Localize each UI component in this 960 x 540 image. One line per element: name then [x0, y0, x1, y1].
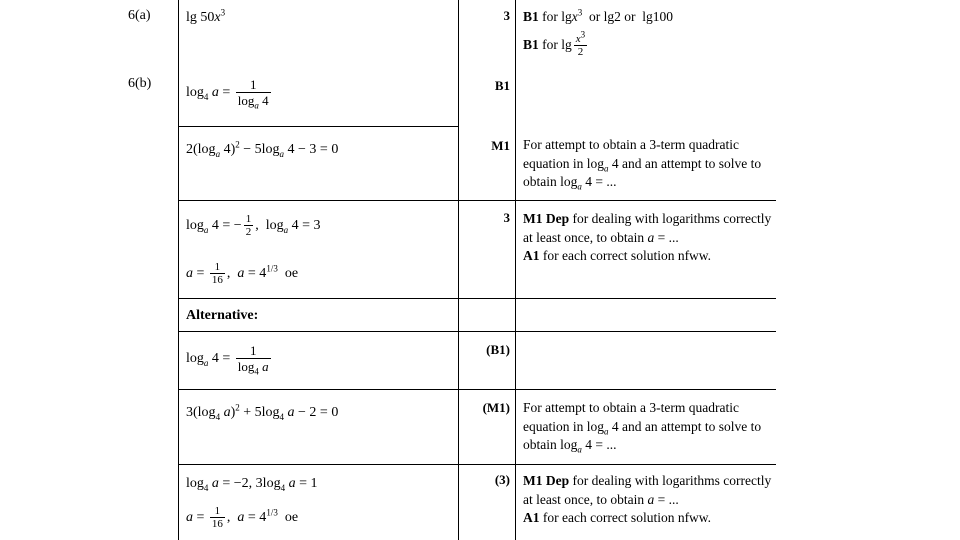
row-divider: [178, 464, 776, 465]
mark-alt-b1: (B1): [486, 342, 510, 357]
alt-answer-roots: $\log_4 a = -2$, $3\log_4$ a = 1: [186, 476, 318, 493]
row-divider: [178, 200, 776, 201]
note-6b-method: M1 Dep for dealing with logarithms correctly at least once, to obtain a = ... A1 for each correct solution nfww.: [523, 211, 772, 263]
answer-6b-solutions: a = $\frac{1}{16}$ , $a = 4^{1/3}$ oe: [186, 261, 299, 286]
question-label-6b: 6(b): [128, 76, 152, 91]
mark-alt-total: (3): [494, 472, 510, 487]
mark-6b-m1: M1: [491, 138, 510, 153]
mark-6b-total: 3: [503, 210, 510, 225]
grid-line-left: [178, 0, 179, 540]
mark-6b-b1: B1: [494, 78, 510, 93]
answer-6b-reciprocal: $\log_4 a$ = $\frac{1}{\log_a 4}$: [186, 77, 269, 111]
row-divider: [178, 331, 776, 332]
note-alt-quadratic: For attempt to obtain a 3-term quadratic equation in $\log_a 4$ and an attempt to solve to obtain $\log_a 4$ = ...: [523, 400, 762, 455]
mark-6a: 3: [503, 8, 510, 23]
answer-6b-roots: $\log_a 4$ = − $\frac{1}{2}$ , $\log_a 4 = 3$: [186, 213, 321, 238]
note-6a-first: B1 for lgx$^3$ or lg2 or lg100: [523, 7, 674, 24]
mark-alt-m1: (M1): [482, 400, 510, 415]
note-6b-quadratic: For attempt to obtain a 3-term quadratic equation in $\log_a 4$ and an attempt to solve to obtain $\log_a 4$ = ...: [523, 137, 762, 192]
grid-line-marks: [515, 0, 516, 540]
answer-6a: $\lg 50x^3$: [186, 7, 226, 25]
answer-6b-quadratic: $2(\log_a$ $4)^2 - 5\log_a$ 4 − 3 = 0: [186, 139, 339, 159]
alt-answer-quadratic: $3(\log_4$ $a)^2 + 5\log_4$ a − 2 = 0: [186, 402, 339, 422]
question-label-6a: 6(a): [128, 8, 151, 23]
row-divider: [178, 298, 776, 299]
note-alt-method: M1 Dep for dealing with logarithms correctly at least once, to obtain a = ... A1 for each correct solution nfww.: [523, 473, 772, 525]
row-divider: [178, 126, 459, 127]
alt-answer-solutions: a = $\frac{1}{16}$ , $a = 4^{1/3}$ oe: [186, 505, 299, 530]
alt-answer-reciprocal: $\log_a 4$ = $\frac{1}{\log_4 a}$: [186, 343, 269, 377]
row-divider: [178, 389, 776, 390]
alternative-heading: Alternative:: [186, 308, 259, 323]
note-6a-second: B1 for lg $\frac{x^3}{2}$: [523, 29, 586, 58]
